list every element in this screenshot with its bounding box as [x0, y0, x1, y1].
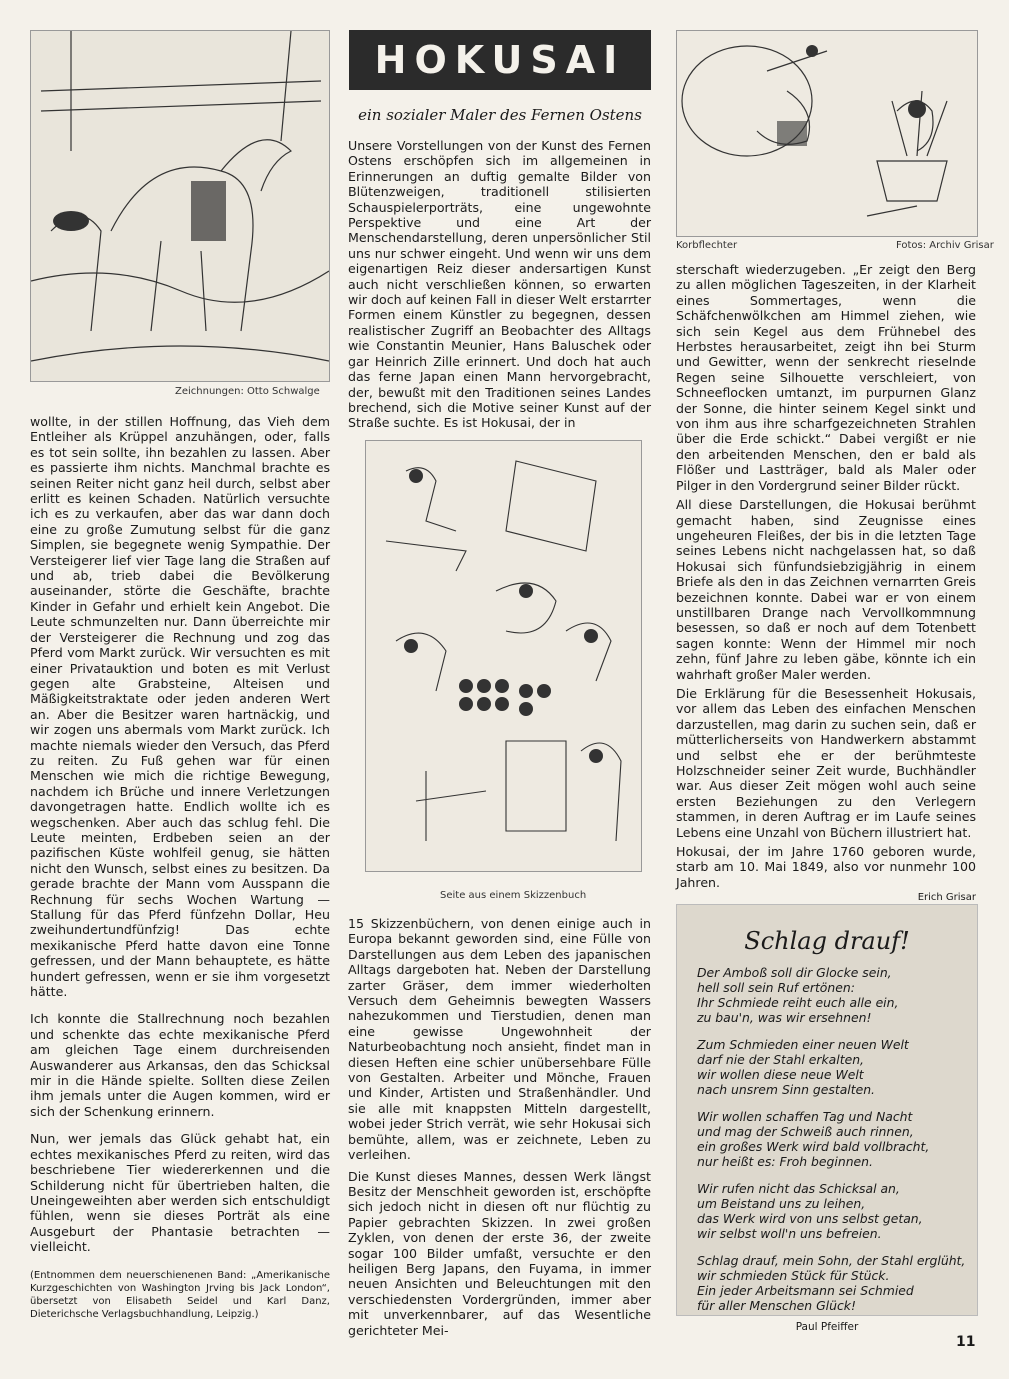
poem-line: ein großes Werk wird bald vollbracht, — [697, 1139, 930, 1154]
poem-line: wir selbst woll'n uns befreien. — [697, 1226, 882, 1241]
page-title: HOKUSAI — [349, 30, 651, 90]
poem-line: hell soll sein Ruf ertönen: — [697, 980, 855, 995]
middle-paragraph-2: Die Kunst dieses Mannes, dessen Werk längst Besitz der Menschheit geworden ist, erschöpfte sich jedoch nicht in diesen oft nur flüchtig zu Papier gebrachten Skizzen. In zwei großen Zyklen, von denen der erste 36, der zweite sogar 100 Bilder umfaßt, versuchte er den heiligen Berg Japans, den Fuyama, in immer neuen Ansichten und Beleuchtungen mit den verschiedensten Vordergründen, immer aber mit unverkennbarer, auf das Wesentliche gerichteter Mei- — [348, 1168, 651, 1338]
middle-paragraph-1: 15 Skizzenbüchern, von denen einige auch in Europa bekannt geworden sind, eine Fülle von Darstellungen aus dem Leben des japanischen Alltags dargeboten hat. Neben der Darstellung zarter Gräser, dem immer wiederholten Versuch dem Geheimnis bewegten Wassers nahezukommen und Tierstudien, denen man eine gewisse Ungewohnheit der Naturbeobachtung noch ansieht, findet man in diesen Heften eine schier unübersehbare Fülle von Gestalten. Arbeiter und Mönche, Frauen und Kinder, Artisten und Straßenhändler. Und sie alle mit knappsten Mitteln dargestellt, wobei jeder Strich verrät, wie sehr Hokusai sich bemühte, allem, was er zeichnete, Leben zu verleihen. — [348, 916, 651, 1163]
middle-column-continuation — [348, 916, 651, 1342]
poem-line: wir wollen diese neue Welt — [697, 1067, 864, 1082]
poem-line: das Werk wird von uns selbst getan, — [697, 1211, 923, 1226]
left-illustration-caption: Zeichnungen: Otto Schwalge — [175, 386, 320, 397]
middle-intro-paragraph: Unsere Vorstellungen von der Kunst des Fernen Ostens erschöpfen sich im allgemeinen in Erinnerungen an duftig gemalte Bilder von Blütenzweigen, traditionell stilisierten Schauspielerporträts, eine ungewohnte Perspektive und eine Art der Menschendarstellung, deren unpersönlicher Stil uns nur schwer eingeht. Und wenn wir uns dem eigenartigen Reiz dieser andersartigen Kunst auch nicht verschließen können, so erwarten wir doch auf keinen Fall in dieser Welt erstarrter Formen einem Künstler zu begegnen, dessen realistischer Zugriff an Beobachter des Alltags wie Constantin Meunier, Hans Baluschek oder gar Heinrich Zille erinnert. Und doch hat auch das ferne Japan einen Mann hervorgebracht, der, bewußt mit den Traditionen seines Landes brechend, sich die Motive seiner Kunst auf der Straße suchte. Es ist Hokusai, der in — [348, 138, 651, 431]
poem-stanza-4 — [697, 1181, 977, 1241]
poem-stanza-3 — [697, 1109, 977, 1169]
left-paragraph-1: wollte, in der stillen Hoffnung, das Vieh dem Entleiher als Krüppel anzuhängen, oder, falls es tot sein sollte, ihn bezahlen zu lassen. Aber es passierte ihm nichts. Manchmal brachte es seinen Reiter nicht ganz heil durch, selbst aber erlitt es keinen Schaden. Natürlich versuchte ich es zu verkaufen, aber das war dann doch eine zu große Zumutung selbst für die ganz Simplen, sie begegnete wenig Sympathie. Der Versteigerer lief vier Tage lang die Straßen auf und ab, trieb dabei die Bevölkerung auseinander, störte die Geschäfte, brachte Kinder in Gefahr und erhielt kein Angebot. Die Leute schmunzelten nur. Dann überreichte mir der Versteigerer die Rechnung und zog das Pferd vom Markt zurück. Wir versuchten es mit einer Privatauktion und boten es mit Verlust gegen alte Grabsteine, Alteisen und Mäßigkeitstraktate oder jeden anderen Wert an. Aber die Besitzer waren hartnäckig, und wir zogen uns abermals vom Markt zurück. Ich machte niemals wieder den Versuch, das Pferd zu reiten. Zu Fuß gehen war für einen Menschen wie mich die richtige Bewegung, nachdem ich Brüche und innere Verletzungen davongetragen hatte. Endlich wollte ich es wegschenken. Aber auch das schlug fehl. Die Leute meinten, Erdbeben seien an der pazifischen Küste wohlfeil genug, sie hätten nicht den Wunsch, selbst eines zu besitzen. Da gerade brachte der Mann vom Ausspann die Rechnung für sechs Wochen Wartung — Stallung für das Pferd fünfzehn Dollar, Heu zweihundertundfünfzig! Das echte mexikanische Pferd hatte davon eine Tonne gefressen, und der Mann behauptete, es hätte hundert gefressen, wenn er sie ihm vorgesetzt hätte. — [30, 414, 330, 1000]
poem-line: für aller Menschen Glück! — [697, 1298, 856, 1313]
sketchbook-caption: Seite aus einem Skizzenbuch — [440, 890, 587, 901]
right-illustration-caption-right: Fotos: Archiv Grisar — [896, 240, 994, 251]
horse-sketch-drawing — [31, 31, 329, 381]
poem-line: und mag der Schweiß auch rinnen, — [697, 1124, 914, 1139]
right-paragraph-3: Die Erklärung für die Besessenheit Hokusais, vor allem das Leben des einfachen Menschen darzustellen, mag darin zu suchen sein, daß er mütterlicherseits von Handwerkern abstammt und selbst ehe er der berühmteste Holzschneider seiner Zeit wurde, Buchhändler war. Aus dieser Zeit mögen wohl auch seine ersten Beziehungen zu den Verlegern stammen, in deren Auftrag er im Laufe seines Lebens eine Unzahl von Büchern illustriert hat. — [676, 685, 976, 840]
poem-line: darf nie der Stahl erkalten, — [697, 1052, 864, 1067]
poem-stanza-1 — [697, 965, 977, 1025]
basket-weaver-drawing — [677, 31, 977, 236]
basket-weaver-illustration — [676, 30, 978, 237]
poem-line: Ihr Schmiede reiht euch alle ein, — [697, 995, 899, 1010]
poem-line: zu bau'n, was wir ersehnen! — [697, 1010, 872, 1025]
poem-line: Der Amboß soll dir Glocke sein, — [697, 965, 892, 980]
poem-line: Wir rufen nicht das Schicksal an, — [697, 1181, 900, 1196]
poem-line: Ein jeder Arbeitsmann sei Schmied — [697, 1283, 914, 1298]
poem-title: Schlag drauf! — [744, 927, 910, 955]
poem-line: nur heißt es: Froh beginnen. — [697, 1154, 873, 1169]
poem-stanza-5 — [697, 1253, 977, 1313]
poem-line: wir schmieden Stück für Stück. — [697, 1268, 890, 1283]
poem-line: Schlag drauf, mein Sohn, der Stahl erglüht, — [697, 1253, 966, 1268]
poem-line: Zum Schmieden einer neuen Welt — [697, 1037, 909, 1052]
page-subtitle: ein sozialer Maler des Fernen Ostens — [358, 106, 642, 124]
right-column-text — [676, 262, 976, 910]
left-column-text — [30, 414, 330, 1325]
left-paragraph-2: Ich konnte die Stallrechnung noch bezahlen und schenkte das echte mexikanische Pferd am gleichen Tage einem durchreisenden Auswanderer aus Arkansas, den das Schicksal mir in die Hände spielte. Sollten diese Zeilen ihm jemals unter die Augen kommen, wird er sich der Schenkung erinnern. — [30, 1011, 330, 1119]
poem-box — [676, 904, 978, 1333]
horse-rider-illustration — [30, 30, 330, 382]
page-number: 11 — [956, 1334, 976, 1350]
poem-line: Wir wollen schaffen Tag und Nacht — [697, 1109, 913, 1124]
poem-line: um Beistand uns zu leihen, — [697, 1196, 866, 1211]
right-paragraph-2: All diese Darstellungen, die Hokusai berühmt gemacht haben, sind Zeugnisse eines ungeheuren Fleißes, der bis in die letzten Tage seines Lebens nicht nachgelassen hat, so daß Hokusai sich fünfundsiebzigjährig in einem Briefe als den in das Zeichnen vernarrten Greis bezeichnen konnte. Dabei war er von einem unstillbaren Drange nach Vervollkommnung besessen, so daß er noch auf dem Totenbett sagen konnte: Wenn der Himmel mir noch zehn, fünf Jahre zu leben gäbe, könnte ich ein wahrhaft großer Maler werden. — [676, 497, 976, 682]
poem-line: nach unsrem Sinn gestalten. — [697, 1082, 876, 1097]
sketchbook-drawing — [366, 441, 641, 871]
left-footnote: (Entnommen dem neuerschienenen Band: „Amerikanische Kurzgeschichten von Washington Jrving bis Jack London“, übersetzt von Elisabeth Seidel und Karl Danz, Dieterichsche Verlagsbuchhandlung, Leipzig.) — [30, 1269, 330, 1320]
right-paragraph-1: sterschaft wiederzugeben. „Er zeigt den Berg zu allen möglichen Tageszeiten, in der Klarheit eines Sommertages, wenn die Schäfchenwölkchen am Himmel ziehen, wie sich sein Kegel aus dem Frühnebel des Herbstes herausarbeitet, zeigt ihn bei Sturm und Gewitter, wenn der senkrecht rieselnde Regen seine Silhouette verschleiert, von Schneeflocken umtanzt, im purpurnen Glanz der Sonne, die hinter seinem Kegel sinkt und von ihm aus ihre scharfgezeichneten Strahlen über die Erde schickt.“ Dabei vergißt er nie den arbeitenden Menschen, den er bald als Flößer und Lastträger, bald als Maler oder Pilger in den Vordergrund seiner Bilder rückt. — [676, 262, 976, 493]
poem-author: Paul Pfeiffer — [795, 1321, 859, 1333]
sketchbook-illustration — [365, 440, 642, 872]
poem-stanza-2 — [697, 1037, 977, 1097]
left-paragraph-3: Nun, wer jemals das Glück gehabt hat, ein echtes mexikanisches Pferd zu reiten, wird das beschriebene Tier wiedererkennen und die Schilderung nicht für übertrieben halten, die Uneingeweihten aber werden sich entschuldigt fühlen, wenn sie dieses Porträt als eine Ausgeburt der Phantasie betrachten — vielleicht. — [30, 1131, 330, 1255]
article-author: Erich Grisar — [917, 892, 976, 904]
right-paragraph-4: Hokusai, der im Jahre 1760 geboren wurde, starb am 10. Mai 1849, also vor nunmehr 100 Jahren. — [676, 844, 976, 890]
right-illustration-caption-left: Korbflechter — [676, 240, 738, 251]
middle-column-intro — [348, 138, 651, 435]
